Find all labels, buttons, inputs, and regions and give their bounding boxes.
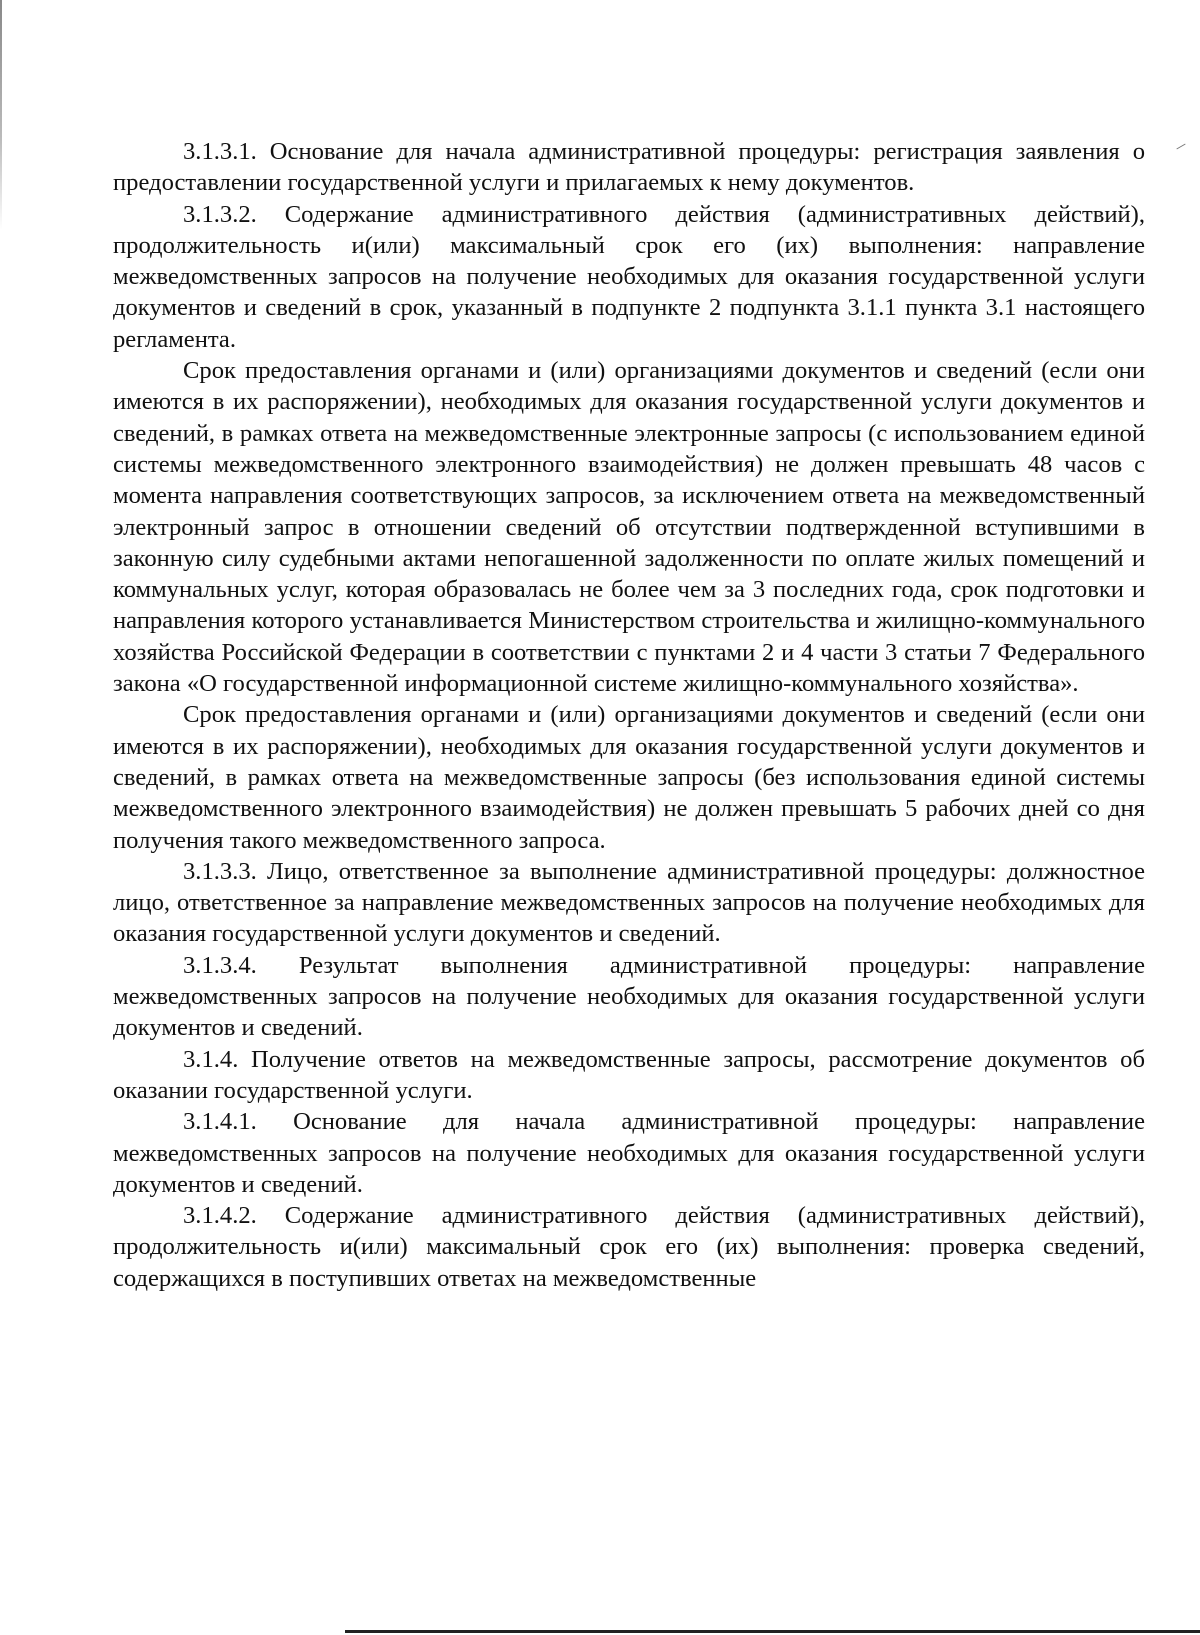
paragraph-3-1-3-1: 3.1.3.1. Основание для начала административной процедуры: регистрация заявления о предоставлении государственной услуги и прилагаемых к нему документов. (113, 138, 1145, 197)
paragraph-3-1-3-4: 3.1.3.4. Результат выполнения административной процедуры: направление межведомственных запросов на получение необходимых для оказания государственной услуги документов и сведений. (113, 951, 1145, 1042)
paragraph-electronic-request-deadline: Срок предоставления органами и (или) организациями документов и сведений (если они имеются в их распоряжении), необходимых для оказания государственной услуги документов и сведений, в рамках ответа на межведомственные электронные запросы (с использованием единой системы межведомственного электронного взаимодействия) не должен превышать 48 часов с момента направления соответствующих запросов, за исключением ответа на межведомственный электронный запрос в отношении сведений об отсутствии подтвержденной вступившими в законную силу судебными актами непогашенной задолженности по оплате жилых помещений и коммунальных услуг, которая образовалась не более чем за 3 последних года, срок подготовки и направления которого устанавливается Министерством строительства и жилищно-коммунального хозяйства Российской Федерации в соответствии с пунктами 2 и 4 части 3 статьи 7 Федерального закона «О государственной информационной системе жилищно-коммунального хозяйства». (113, 357, 1145, 698)
paragraph-3-1-4-1: 3.1.4.1. Основание для начала административной процедуры: направление межведомственных запросов на получение необходимых для оказания государственной услуги документов и сведений. (113, 1108, 1145, 1198)
scan-left-edge-shadow (0, 0, 2, 230)
paragraph-3-1-3-2: 3.1.3.2. Содержание административного действия (административных действий), продолжительность и(или) максимальный срок его (их) выполнения: направление межведомственных запросов на получение необходимых для оказания государственной услуги документов и сведений в срок, указанный в подпункте 2 подпункта 3.1.1 пункта 3.1 настоящего регламента. (113, 200, 1145, 353)
paragraph-3-1-3-3: 3.1.3.3. Лицо, ответственное за выполнение административной процедуры: должностное лицо, ответственное за направление межведомственных запросов на получение необходимых для оказания государственной услуги документов и сведений. (113, 857, 1145, 948)
scan-bottom-edge-line (345, 1630, 1200, 1633)
paragraph-paper-request-deadline: Срок предоставления органами и (или) организациями документов и сведений (если они имеются в их распоряжении), необходимых для оказания государственной услуги документов и сведений, в рамках ответа на межведомственные запросы (без использования единой системы межведомственного электронного взаимодействия) не должен превышать 5 рабочих дней со дня получения такого межведомственного запроса. (113, 701, 1145, 854)
document-body (113, 136, 1145, 1294)
scan-artifact-mark (1176, 144, 1185, 150)
paragraph-3-1-4-2: 3.1.4.2. Содержание административного действия (административных действий), продолжительность и(или) максимальный срок его (их) выполнения: проверка сведений, содержащихся в поступивших ответах на межведомственные (113, 1202, 1145, 1292)
paragraph-3-1-4: 3.1.4. Получение ответов на межведомственные запросы, рассмотрение документов об оказании государственной услуги. (113, 1045, 1145, 1104)
